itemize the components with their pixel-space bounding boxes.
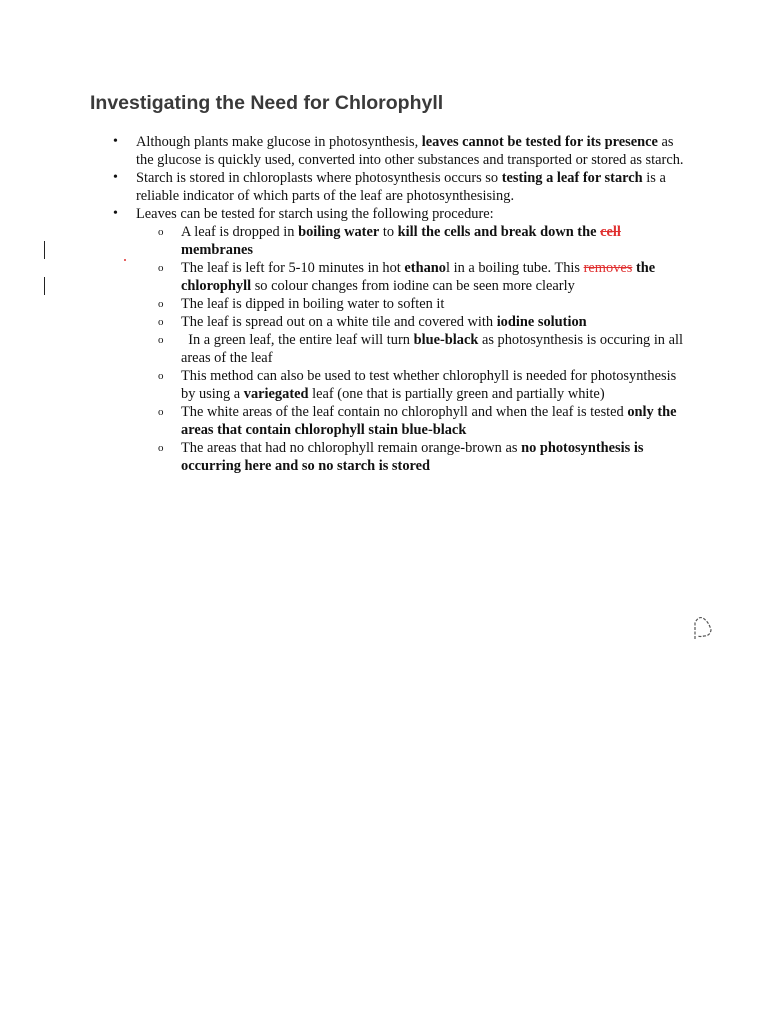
change-bar — [44, 277, 45, 295]
list-item — [110, 205, 690, 475]
sub-list-item — [110, 295, 690, 313]
sub-bullet-marker: o — [158, 316, 164, 328]
text-run: as the glucose is quickly used, converted into other substances and transported or stored as starch. — [136, 134, 684, 168]
bold-run: kill the cells and break down the — [397, 224, 601, 240]
text-run: The areas that had no chlorophyll remain orange-brown as — [181, 440, 522, 456]
sub-bullet-marker: o — [158, 262, 164, 274]
sub-list-item — [110, 439, 690, 475]
text-run: is a reliable indicator of which parts of the leaf are photosynthesising. — [136, 170, 666, 204]
edit-mark — [124, 259, 126, 261]
page-title: Investigating the Need for Chlorophyll — [90, 92, 444, 114]
sub-bullet-marker: o — [158, 370, 164, 382]
bold-run: blue-black — [413, 332, 479, 348]
text-run: Although plants make glucose in photosynthesis, — [136, 134, 422, 150]
sub-bullet-marker: o — [158, 406, 164, 418]
sub-list-item — [110, 367, 690, 403]
bold-run: iodine solution — [496, 314, 587, 330]
bold-run: only the areas that contain chlorophyll stain blue-black — [181, 404, 677, 438]
sub-list-item — [110, 331, 690, 367]
procedure-list — [110, 223, 690, 475]
bullet-list — [110, 133, 690, 475]
text-run: to — [379, 224, 398, 240]
text-run: l in a boiling tube. This — [445, 260, 584, 276]
tracked-deletion: cell — [600, 224, 621, 240]
sub-bullet-marker: o — [158, 334, 164, 346]
text-run: The white areas of the leaf contain no chlorophyll and when the leaf is tested — [181, 404, 628, 420]
sub-list-item — [110, 259, 690, 295]
bold-run: testing a leaf for starch — [501, 170, 643, 186]
sub-list-item — [110, 403, 690, 439]
sub-bullet-marker: o — [158, 442, 164, 454]
bold-run: no photosynthesis is occurring here and so no starch is stored — [181, 440, 644, 474]
text-run: as photosynthesis is occuring in all areas of the leaf — [181, 332, 683, 366]
text-run: The leaf is left for 5-10 minutes in hot — [181, 260, 405, 276]
text-run: This method can also be used to test whether chlorophyll is needed for photosynthesis by using a — [181, 368, 677, 402]
bold-run: boiling water — [298, 224, 380, 240]
bold-run: ethano — [404, 260, 446, 276]
text-run: Starch is stored in chloroplasts where photosynthesis occurs so — [136, 170, 502, 186]
text-run: The leaf is spread out on a white tile and covered with — [181, 314, 497, 330]
text-run: A leaf is dropped in — [181, 224, 299, 240]
tracked-deletion: removes — [583, 260, 633, 276]
handwriting-mark-icon — [692, 614, 714, 642]
sub-bullet-marker: o — [158, 298, 164, 310]
bold-run: leaves cannot be tested for its presence — [421, 134, 658, 150]
text-run: In a green leaf, the entire leaf will turn — [181, 332, 414, 348]
text-run: so colour changes from iodine can be seen more clearly — [251, 278, 575, 294]
text-run: Leaves can be tested for starch using the following procedure: — [136, 206, 494, 222]
bold-run: membranes — [181, 242, 253, 258]
bold-run: the chlorophyll — [181, 260, 656, 294]
text-run: The leaf is dipped in boiling water to soften it — [181, 296, 445, 312]
sub-bullet-marker: o — [158, 226, 164, 238]
bold-run: variegated — [243, 386, 309, 402]
text-run: leaf (one that is partially green and partially white) — [308, 386, 605, 402]
sub-list-item — [110, 313, 690, 331]
list-item — [110, 133, 690, 169]
sub-list-item — [110, 223, 690, 259]
list-item — [110, 169, 690, 205]
change-bar — [44, 241, 45, 259]
